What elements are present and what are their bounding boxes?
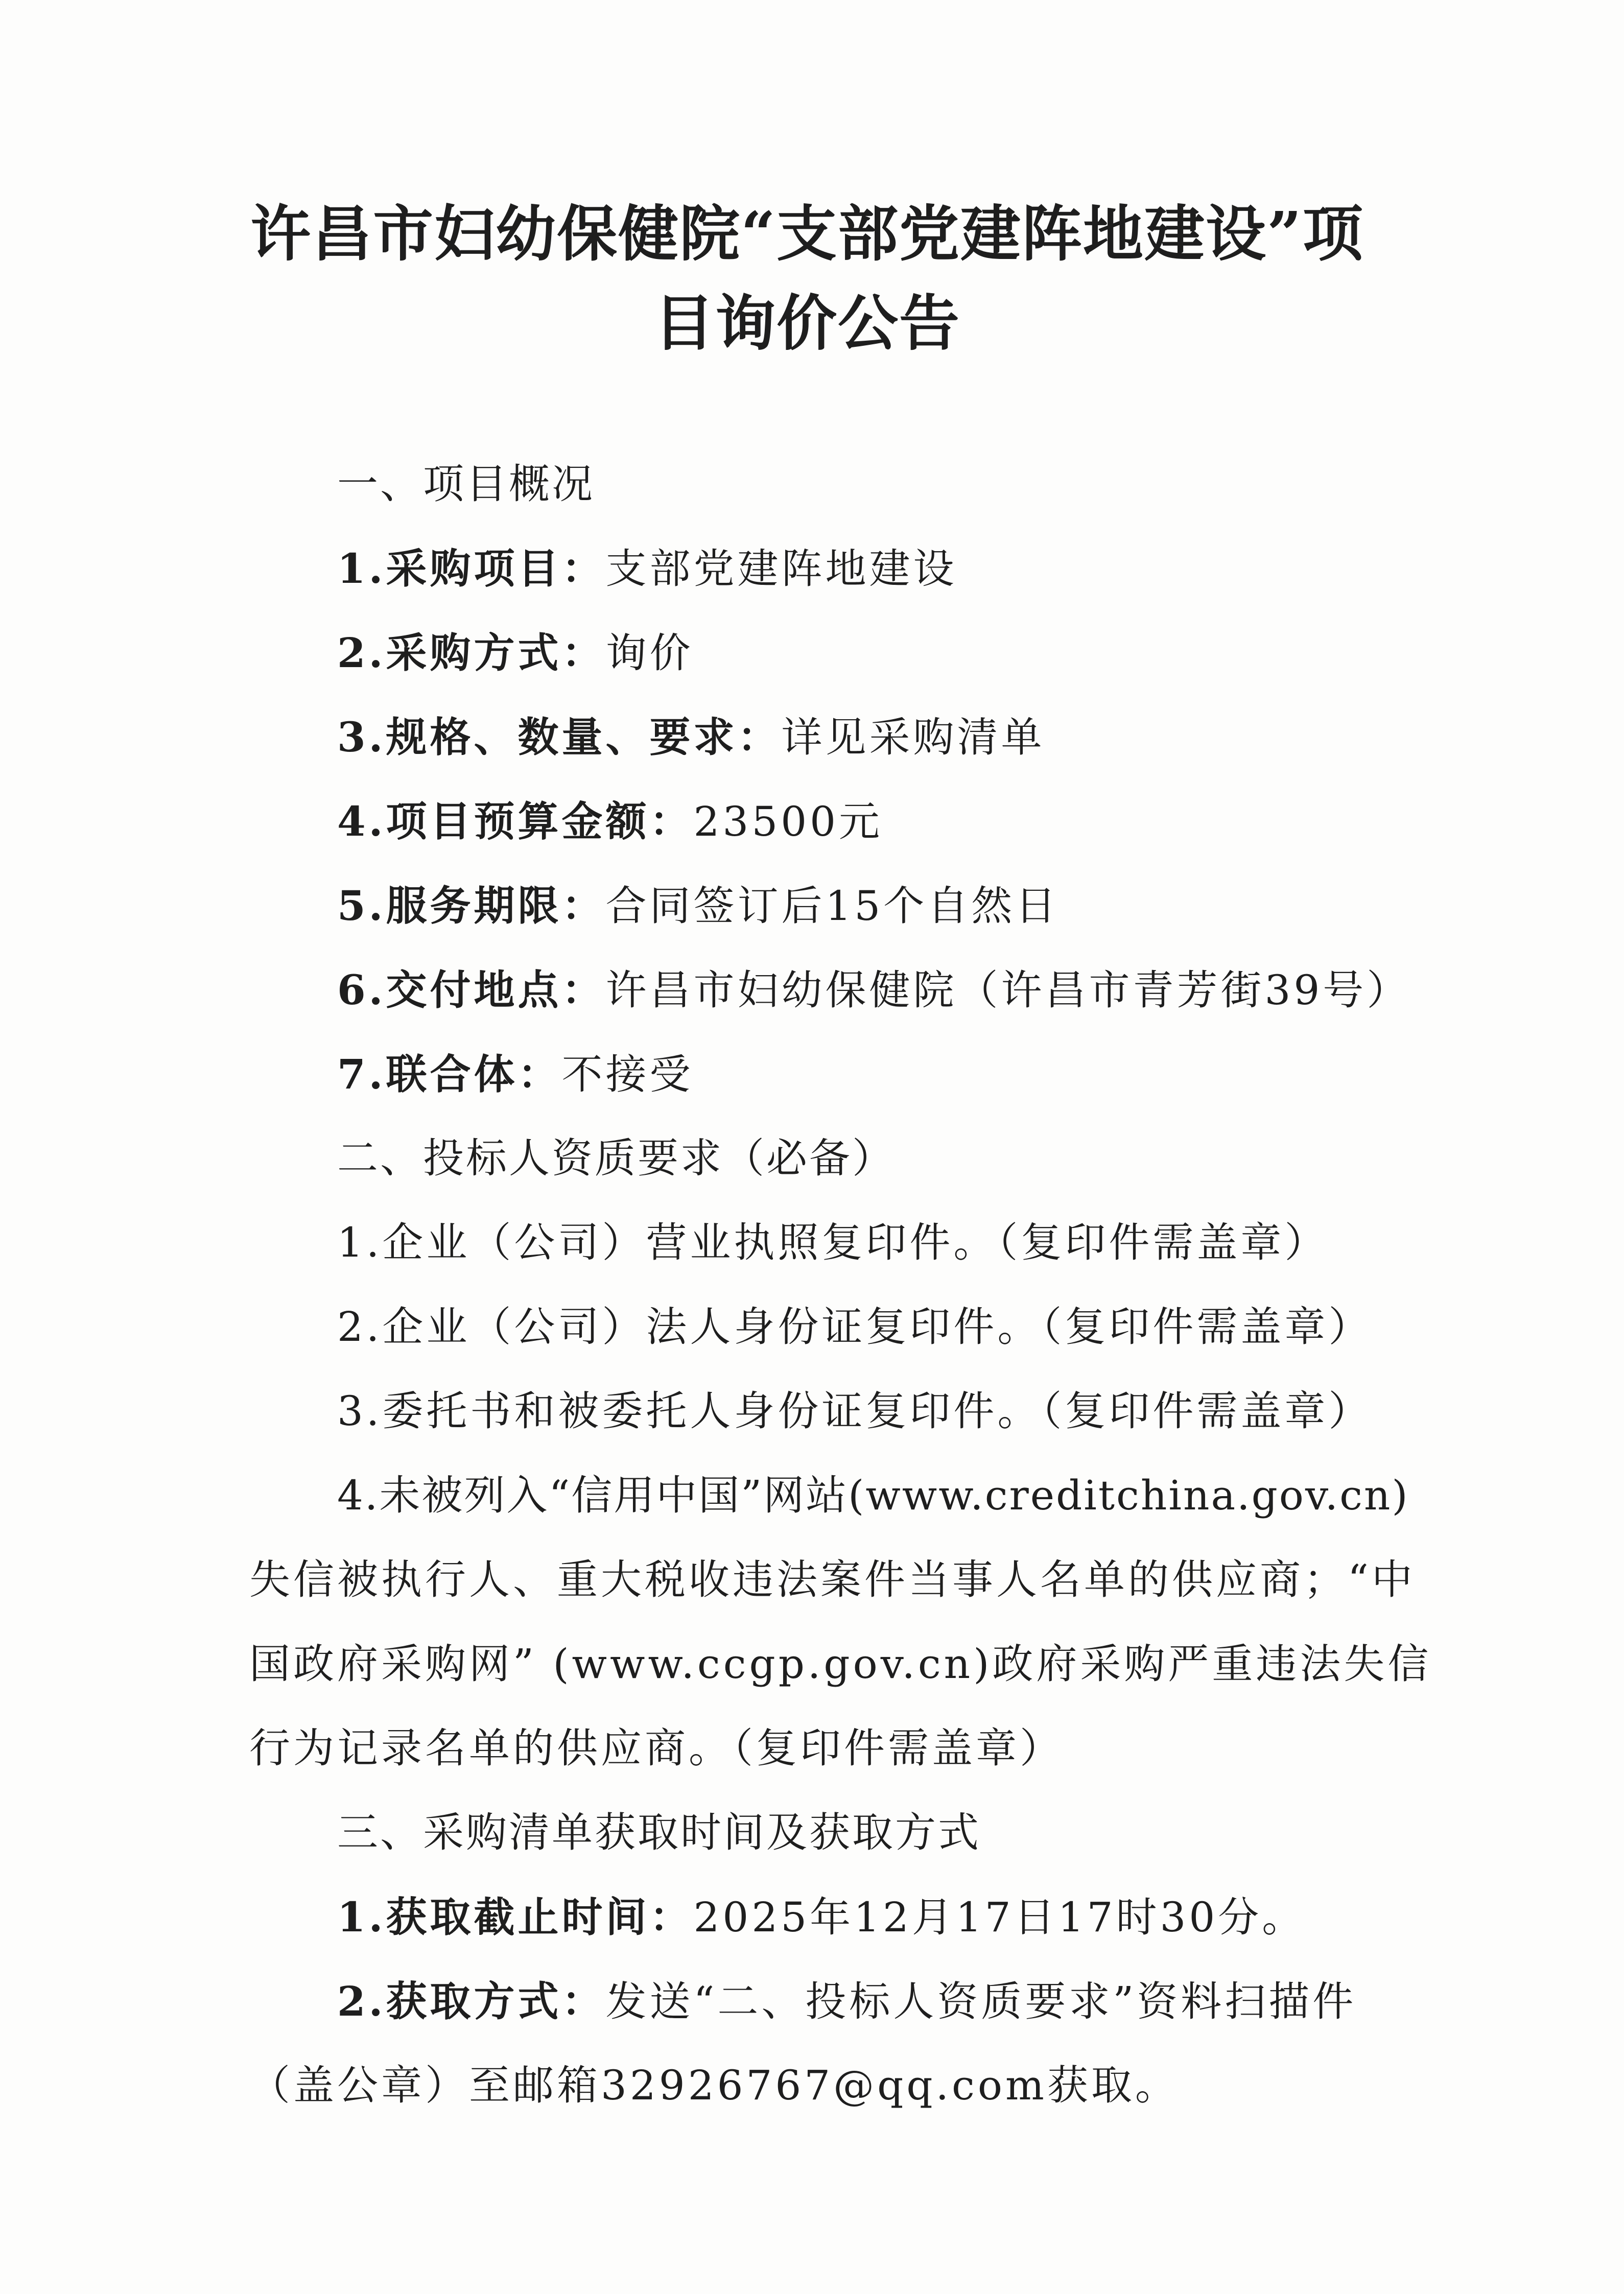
requirement-item: 3.委托书和被委托人身份证复印件。（复印件需盖章） — [337, 1387, 1373, 1435]
item-consortium — [337, 1049, 694, 1100]
item-label: 1.采购项目： — [337, 545, 606, 593]
requirement-item: 2.企业（公司）法人身份证复印件。（复印件需盖章） — [337, 1303, 1373, 1351]
title-line-1: 许昌市妇幼保健院“支部党建阵地建设”项 — [250, 198, 1364, 269]
item-acquisition-deadline — [337, 1891, 1306, 1943]
item-value: 不接受 — [561, 1051, 694, 1098]
item-acquisition-method — [337, 1976, 1356, 2027]
item-label: 2.采购方式： — [337, 629, 606, 677]
requirement-item-4-line-3: 国政府采购网” (www.ccgp.gov.cn)政府采购严重违法失信 — [249, 1640, 1432, 1688]
document-title — [153, 189, 1461, 368]
item-label: 5.服务期限： — [337, 882, 606, 930]
item-value: 许昌市妇幼保健院（许昌市青芳街39号） — [605, 966, 1411, 1014]
item-procurement-project — [337, 543, 957, 595]
requirement-item-4-line-2: 失信被执行人、重大税收违法案件当事人名单的供应商；“中 — [249, 1556, 1416, 1603]
item-label: 4.项目预算金额： — [337, 797, 694, 845]
item-acquisition-method-line-2: （盖公章）至邮箱32926767@qq.com获取。 — [249, 2062, 1179, 2109]
requirement-item: 1.企业（公司）营业执照复印件。（复印件需盖章） — [337, 1219, 1329, 1266]
item-label: 1.获取截止时间： — [337, 1893, 694, 1941]
section-1-heading: 一、项目概况 — [337, 460, 595, 508]
item-label: 2.获取方式： — [337, 1977, 606, 2025]
item-label: 3.规格、数量、要求： — [337, 713, 782, 761]
item-label: 6.交付地点： — [337, 966, 606, 1014]
item-value: 23500元 — [693, 798, 883, 845]
section-2-heading: 二、投标人资质要求（必备） — [337, 1134, 895, 1182]
item-value: 2025年12月17日17时30分。 — [693, 1894, 1306, 1941]
item-value: 支部党建阵地建设 — [605, 545, 957, 593]
item-value: 详见采购清单 — [781, 714, 1045, 761]
item-specification — [337, 712, 1045, 763]
item-value: 询价 — [605, 629, 694, 677]
item-label: 7.联合体： — [337, 1050, 562, 1098]
section-3-heading: 三、采购清单获取时间及获取方式 — [337, 1809, 981, 1856]
requirement-item-4-line-1: 4.未被列入“信用中国”网站(www.creditchina.gov.cn) — [337, 1472, 1409, 1519]
item-procurement-method — [337, 627, 694, 679]
title-line-2: 目询价公告 — [653, 288, 960, 359]
item-service-period — [337, 880, 1059, 932]
item-value: 合同签订后15个自然日 — [605, 882, 1060, 930]
requirement-item-4-line-4: 行为记录名单的供应商。（复印件需盖章） — [249, 1724, 1064, 1772]
item-budget — [337, 796, 883, 847]
item-value: 发送“二、投标人资质要求”资料扫描件 — [605, 1978, 1357, 2025]
item-delivery-location — [337, 964, 1410, 1016]
